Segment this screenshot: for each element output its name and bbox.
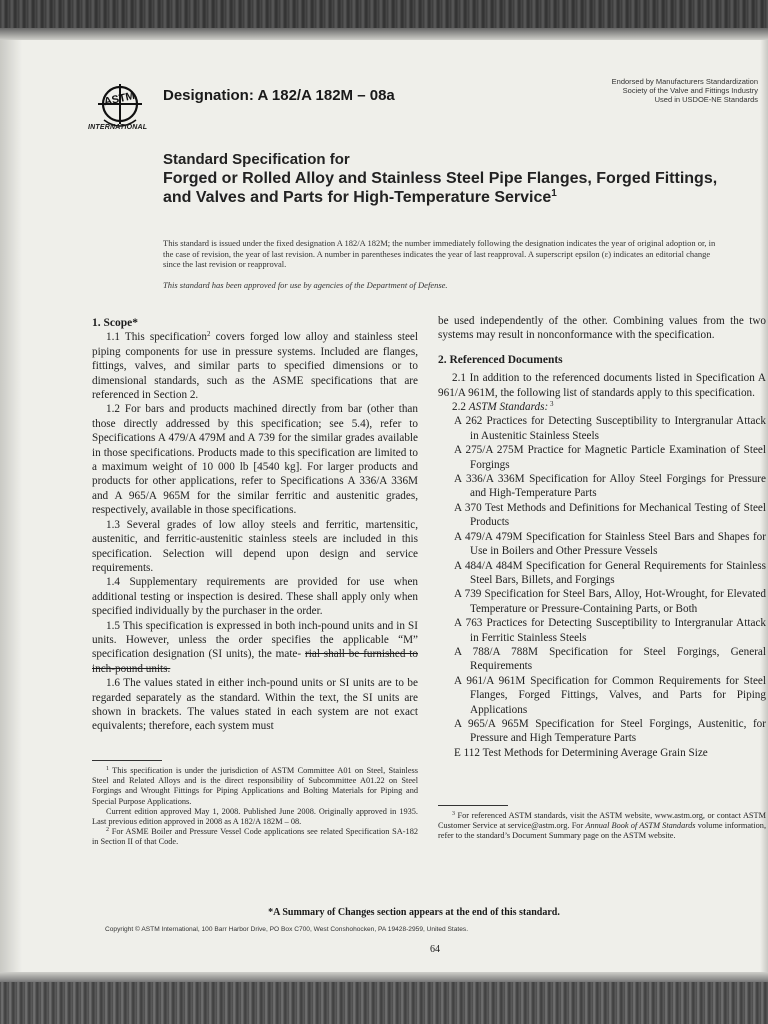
paragraph-2-2 [438, 400, 766, 414]
footnotes-right [438, 811, 766, 842]
title-lead: Standard Specification for [163, 151, 350, 168]
paragraph-1-3: 1.3 Several grades of low alloy steels and ferritic, martensitic, austenitic, and ferritic-austenitic stainless steels are included in this specification. Selection will depend upon design and service requirements. [92, 518, 418, 574]
scan-left-shadow [0, 40, 22, 972]
scan-top-edge [0, 0, 768, 40]
title-footnote-mark: 1 [551, 188, 557, 199]
list-item: A 370 Test Methods and Definitions for Mechanical Testing of Steel Products [454, 501, 766, 529]
endorsement-note [518, 77, 758, 104]
list-item: A 788/A 788M Specification for Steel Forgings, General Requirements [454, 645, 766, 673]
paragraph-text: 2.2 [452, 401, 469, 414]
footnote-mark: 1 [106, 766, 109, 772]
paragraph-1-5 [92, 619, 418, 677]
svg-text:ASTM: ASTM [102, 89, 136, 109]
paragraph-1-1 [92, 330, 418, 402]
footnote-2 [92, 827, 418, 847]
footnote-mark: 3 [452, 811, 455, 817]
list-item: A 961/A 961M Specification for Common Requirements for Steel Flanges, Forged Fittings, Valves, and Parts for Piping Applications [454, 674, 766, 716]
referenced-standards-list [438, 414, 766, 760]
list-item: A 479/A 479M Specification for Stainless Steel Bars and Shapes for Use in Boilers and Other Pressure Vessels [454, 530, 766, 558]
footnote-text: For ASME Boiler and Pressure Vessel Code applications see related Specification SA-182 in Section II of that Code. [92, 827, 418, 847]
footnote-1 [92, 766, 418, 807]
paragraph-2-1: 2.1 In addition to the referenced documents listed in Specification A 961/A 961M, the following list of standards apply to this specification. [438, 372, 766, 399]
paragraph-text: 1.5 This specification is expressed in both inch-pound units and in SI units. However, unless the order specifies the applicable “M” specification designation (SI units), the mate- [92, 619, 418, 661]
struck-text: rial shall be furnished to inch-pound units. [92, 648, 419, 675]
paragraph-text: 1.1 This specification [106, 331, 207, 344]
footnote-text: This specification is under the jurisdiction of ASTM Committee A01 on Steel, Stainless Steel and Related Alloys and is the direct responsibility of Subcommittee A01.22 on Steel Forgings and Wrought Fittings for Piping Applications and Bolting Materials for Piping and Special Purpose Applications. [92, 766, 418, 806]
list-item: E 112 Test Methods for Determining Average Grain Size [454, 746, 708, 759]
list-item: A 484/A 484M Specification for General Requirements for Stainless Steel Bars, Billets, and Forgings [454, 559, 766, 586]
footnote-text: volume information, refer to the standard’s Document Summary page on the ASTM website. [438, 821, 767, 841]
issuance-notice: This standard is issued under the fixed designation A 182/A 182M; the number immediately following the designation indicates the year of original adoption or, in the case of revision, the year of last revision. A number in parentheses indicates the year of last reapproval. A superscript epsilon (ε) indicates an editorial change since the last revision or reapproval. [163, 238, 716, 269]
footnote-divider [92, 760, 162, 761]
footnote-1-edition: Current edition approved May 1, 2008. Published June 2008. Originally approved in 1935. Last previous edition approved in 2008 as A 182/A 182M – 08. [92, 806, 418, 827]
paragraph-1-2: 1.2 For bars and products machined directly from bar (other than those directly addressed by this specification; see 5.4), refer to Specifications A 479/A 479M and A 739 for the similar grades available in those specifications. Products made to this specification are limited to a maximum weight of 10 000 lb [4540 kg]. For larger products and products for other applications, refer to Specifications A 336/A 336M and A 965/A 965M for the similar ferritic and austenitic grades, respectively, available in those specifications. [92, 403, 418, 517]
paragraph-1-6: 1.6 The values stated in either inch-pound units or SI units are to be regarded separately as the standard. Within the text, the SI units are shown in brackets. The values stated in each system are not exact equivalents; therefore, each system must [92, 677, 418, 733]
paragraph-text: covers forged low alloy and stainless steel piping components for use in pressure systems. Included are flanges, fittings, valves, and similar parts to specified dimensions or to dimensional standards, such as the ASME specifications that are referenced in Section 2. [92, 331, 418, 402]
list-item: A 965/A 965M Specification for Steel Forgings, Austenitic, for Pressure and High Temperature Parts [454, 717, 766, 745]
list-item: A 275/A 275M Practice for Magnetic Particle Examination of Steel Forgings [454, 444, 766, 471]
summary-of-changes-note: *A Summary of Changes section appears at the end of this standard. [268, 907, 560, 918]
footnote-3 [438, 811, 766, 842]
endorsement-line: Society of the Valve and Fittings Industry [622, 86, 758, 95]
endorsement-line: Used in USDOE-NE Standards [654, 95, 758, 104]
right-column [438, 314, 766, 760]
designation: Designation: A 182/A 182M – 08a [163, 87, 395, 104]
footnote-mark: 3 [548, 400, 554, 409]
list-item: A 262 Practices for Detecting Susceptibility to Intergranular Attack in Austenitic Stainless Steels [454, 415, 766, 442]
footnote-text: For referenced ASTM standards, visit the ASTM website, www.astm.org, or contact ASTM Customer Service at service@astm.org. For [438, 811, 766, 831]
dod-approval-note: This standard has been approved for use by agencies of the Department of Defense. [163, 280, 448, 290]
title-main [163, 169, 723, 207]
endorsement-line: Endorsed by Manufacturers Standardization [611, 77, 758, 86]
logo-caption: INTERNATIONAL [88, 124, 148, 131]
left-column [92, 316, 418, 734]
footnote-emphasis: Annual Book of ASTM Standards [585, 821, 696, 831]
title-text: Forged or Rolled Alloy and Stainless Steel Pipe Flanges, Forged Fittings, and Valves and Parts for High-Temperature Service [163, 170, 718, 206]
footnote-divider [438, 805, 508, 806]
footnote-mark: 2 [106, 827, 109, 834]
section-heading-scope: 1. Scope* [92, 317, 138, 329]
footnotes-left [92, 766, 418, 848]
paragraph-continuation: be used independently of the other. Combining values from the two systems may result in nonconformance with the specification. [438, 315, 766, 342]
paragraph-1-4: 1.4 Supplementary requirements are provided for use when additional testing or inspection is desired. These shall apply only when specified individually by the purchaser in the order. [92, 576, 418, 618]
copyright-line: Copyright © ASTM International, 100 Barr Harbor Drive, PO Box C700, West Conshohocken, PA 19428-2959, United States. [105, 926, 469, 933]
subheading-astm-standards: ASTM Standards: [468, 401, 549, 414]
scan-bottom-edge [0, 972, 768, 1024]
page-number: 64 [430, 944, 440, 955]
section-heading-referenced-documents: 2. Referenced Documents [438, 353, 563, 366]
list-item: A 739 Specification for Steel Bars, Alloy, Hot-Wrought, for Elevated Temperature or Pressure-Containing Parts, or Both [454, 588, 766, 615]
footnote-mark: 2 [207, 330, 211, 339]
document-title [163, 150, 723, 207]
list-item: A 763 Practices for Detecting Susceptibility to Intergranular Attack in Ferritic Stainless Steels [454, 617, 766, 644]
list-item: A 336/A 336M Specification for Alloy Steel Forgings for Pressure and High-Temperature Parts [454, 473, 766, 500]
